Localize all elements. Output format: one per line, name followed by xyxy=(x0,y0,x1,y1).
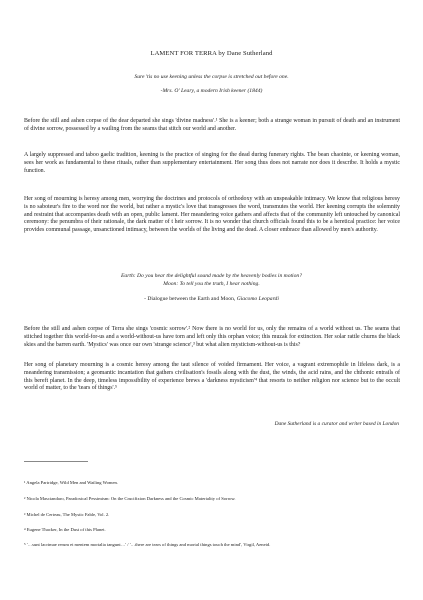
footnote-1: ¹ Angela Partridge, Wild Men and Wailing Women. xyxy=(24,480,118,485)
epigraph-quote: Sure 'tis no use keening unless the corpse is stretched out before one. xyxy=(134,74,289,80)
dialogue-line-moon: Moon: To tell you the truth, I hear nothing. xyxy=(163,280,260,287)
dialogue-line-earth: Earth: Do you hear the delightful sound made by the heavenly bodies in motion? xyxy=(121,273,302,279)
dialogue-quote xyxy=(0,273,423,288)
dialogue-citation-prefix: - Dialogue between the Earth and Moon, xyxy=(144,296,237,302)
author-bio: Dane Sutherland is a curator and writer based in London xyxy=(274,421,399,427)
dialogue-citation xyxy=(0,296,423,304)
paragraph-3: Her song of mourning is heresy among men, worrying the doctrines and protocols of orthodoxy with an unspeakable intimacy. We know that religious heresy is no saboteur's fire to the word nor the world, but rather a mystic's love that transgresses the word, transmutes the world. Her keening corrupts the solemnity and restraint that accompanies death with an open, public lament. Her meandering voice gathers and affects that of the community left untouched by canonical ceremony: the penumbra of their rationale, the dark matter of t heir sorrow. It is no wonder that church officials found this to be a heretical practice: her voice provides communal passage, unsanctioned intimacy, between the worlds of the living and the dead. A closer embrace than allowed by men's authority. xyxy=(24,196,400,234)
paragraph-5: Her song of planetary mourning is a cosmic heresy among the taut silence of voided firmament. Her voice, a vagrant extremophile in lifeless dark, is a meandering transmission; a geomantic incantation that gathers civilisation's fossils along with the dust, the winds, the acid rains, and the chthonic entrails of this bereft planet. In the deep, timeless impossibility of experience brews a 'darkness mysticism'⁴ that resorts to neither religion nor science but to the occult world of matter, to the 'tears of things'.⁵ xyxy=(24,362,400,392)
footnote-4: ⁴ Eugene Thacker, In the Dust of this Planet. xyxy=(24,527,106,532)
epigraph-attribution: -Mrs. O' Leary, a modern Irish keener (1844) xyxy=(160,88,263,94)
paragraph-1: Before the still and ashen corpse of the dear departed she sings 'divine madness'.¹ She is a keener; both a strange woman in pursuit of death and an instrument of divine sorrow, possessed by a wailing from the seams that stitch our world and another. xyxy=(24,118,400,132)
paragraph-2: A largely suppressed and taboo gaelic tradition, keening is the practice of singing for the dead during funerary rights. The bean chaointe, or keening woman, sees her work as fundamental to these rituals, rather than supplementary entertainment. Her song thus does not narrate nor does it describe. It holds a mystic function. xyxy=(24,152,400,174)
footnote-3: ³ Michel de Certeau, The Mystic Fable, Vol. 2. xyxy=(24,512,110,517)
document-title: LAMENT FOR TERRA by Dane Sutherland xyxy=(150,50,273,57)
footnote-5: ⁵ '…sunt lacrimae rerum et mentem mortalia tangunt…' / '…there are tears of things and mortal things touch the mind', Virgil, Aeneid. xyxy=(24,542,271,547)
dialogue-citation-author: Giacomo Leopardi xyxy=(236,296,279,302)
paragraph-4: Before the still and ashen corpse of Terra she sings 'cosmic sorrow'.² Now there is no world for us, only the remains of a world without us. The seams that stitched together this world-for-us and a world-without-us have torn and left only this orphan voice; this muzak for extinction. Her solar rattle churns the black skies and the barren earth. 'Mystics' was once our own 'strange science',³ but what alien mysticism-without-us is this? xyxy=(24,326,400,348)
footnote-divider xyxy=(24,461,88,462)
footnote-2: ² Nicola Masciandaro, Paradoxical Pessimism: On the Crucifixion Darkness and the Cosmic Materiality of Sorrow. xyxy=(24,496,236,501)
